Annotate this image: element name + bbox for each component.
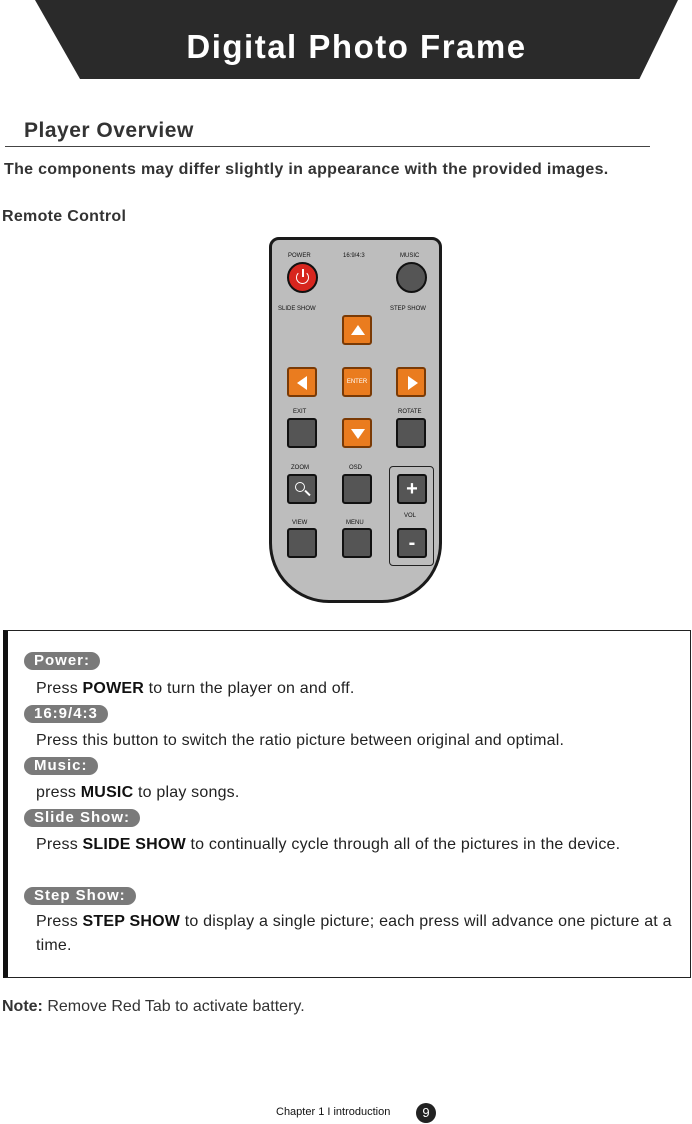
intro-text: The components may differ slightly in appearance with the provided images.	[4, 161, 609, 178]
chapter-footer: Chapter 1 I introduction	[276, 1106, 391, 1118]
remote-label-exit: EXIT	[293, 409, 307, 415]
desc-music: press MUSIC to play songs.	[36, 784, 240, 801]
enter-button	[342, 367, 372, 397]
remote-label-rotate: ROTATE	[398, 409, 422, 415]
menu-button	[342, 528, 372, 558]
remote-label-zoom: ZOOM	[291, 465, 309, 471]
right-button	[396, 367, 426, 397]
page-number: 9	[416, 1103, 436, 1123]
arrow-right-icon	[408, 376, 418, 390]
arrow-left-icon	[297, 376, 307, 390]
remote-label-step-show: STEP SHOW	[390, 306, 426, 312]
volume-down-button	[397, 528, 427, 558]
page-title: Digital Photo Frame	[186, 28, 527, 65]
down-button	[342, 418, 372, 448]
remote-label-music: MUSIC	[400, 253, 420, 259]
plus-icon: +	[406, 478, 418, 500]
power-icon-line	[302, 269, 304, 277]
remote-label-slide-show: SLIDE SHOW	[278, 306, 316, 312]
remote-control-heading: Remote Control	[2, 208, 127, 225]
remote-label-power: POWER	[288, 253, 311, 259]
music-button	[396, 262, 427, 293]
volume-up-button	[397, 474, 427, 504]
enter-label: ENTER	[346, 379, 368, 385]
section-heading: Player Overview	[24, 119, 194, 142]
magnifier-handle	[304, 490, 310, 496]
arrow-down-icon	[351, 429, 365, 439]
desc-power: Press POWER to turn the player on and off.	[36, 680, 355, 697]
zoom-button	[287, 474, 317, 504]
remote-label-menu: MENU	[346, 520, 364, 526]
up-button	[342, 315, 372, 345]
remote-label-vol: VOL	[404, 513, 417, 519]
tag-slide-show: Slide Show:	[24, 809, 140, 827]
remote-label-osd: OSD	[349, 465, 363, 471]
exit-button	[287, 418, 317, 448]
osd-button	[342, 474, 372, 504]
arrow-up-icon	[351, 325, 365, 335]
desc-ratio: Press this button to switch the ratio picture between original and optimal.	[36, 732, 565, 749]
remote-label-view: VIEW	[292, 520, 308, 526]
battery-note: Note: Remove Red Tab to activate battery.	[2, 998, 305, 1015]
desc-step-show: Press STEP SHOW to display a single picture; each press will advance one picture at a time.	[36, 913, 672, 954]
minus-icon: -	[408, 532, 416, 554]
heading-divider	[5, 146, 650, 147]
desc-slide-show: Press SLIDE SHOW to continually cycle through all of the pictures in the device.	[36, 836, 621, 853]
left-button	[287, 367, 317, 397]
power-button	[287, 262, 318, 293]
rotate-button	[396, 418, 426, 448]
tag-music: Music:	[24, 757, 98, 775]
view-button	[287, 528, 317, 558]
tag-step-show: Step Show:	[24, 887, 136, 905]
tag-power: Power:	[24, 652, 100, 670]
tag-ratio: 16:9/4:3	[24, 705, 108, 723]
remote-label-ratio: 16:9/4:3	[343, 253, 365, 259]
